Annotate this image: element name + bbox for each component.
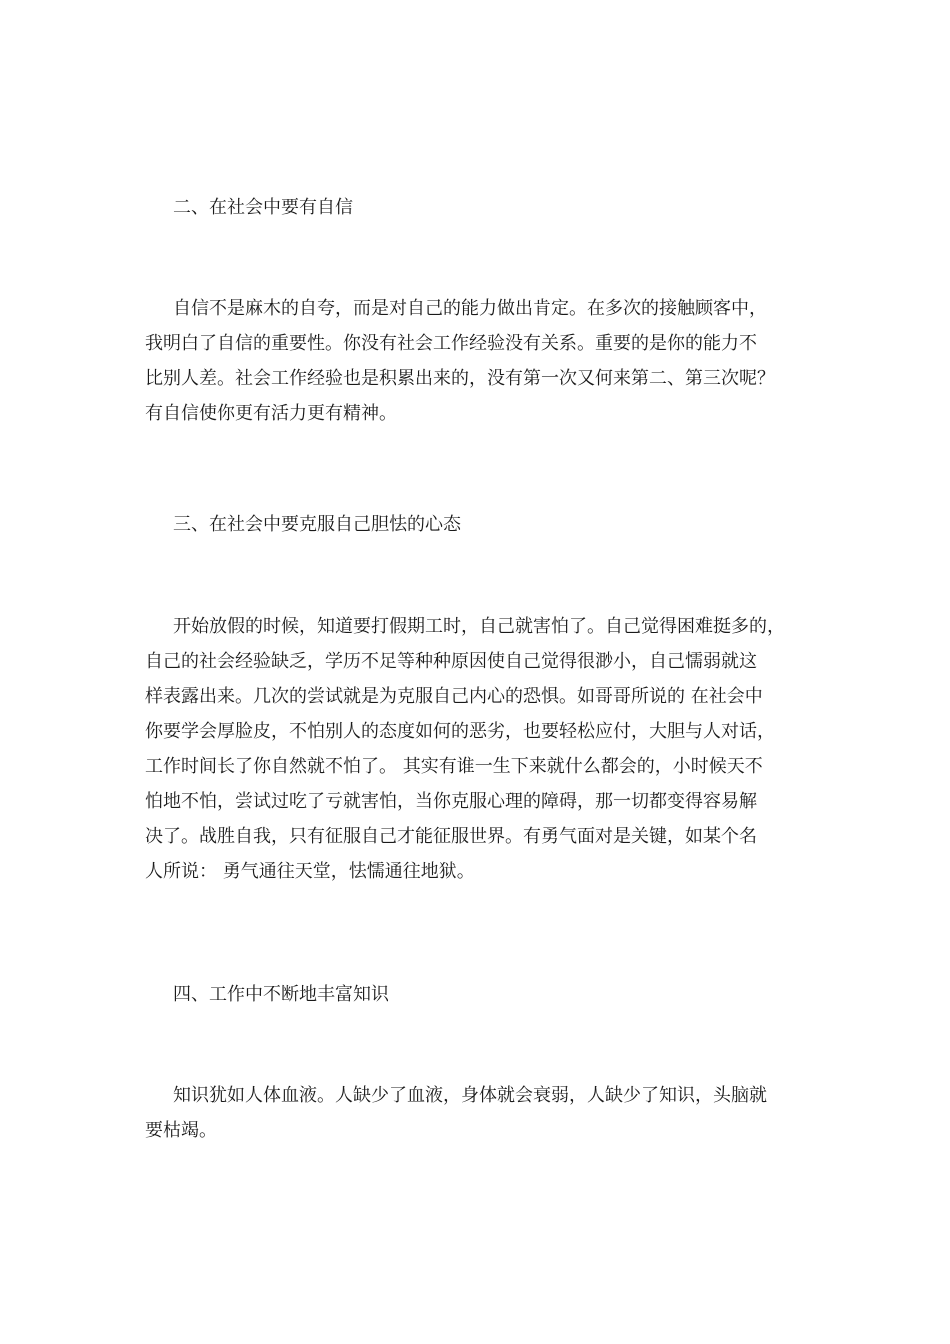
paragraph-knowledge xyxy=(145,1078,767,1148)
paragraph-line: 要枯竭。 xyxy=(145,1120,217,1141)
paragraph-line: 开始放假的时候，知道要打假期工时，自己就害怕了。自己觉得困难挺多的， xyxy=(173,616,785,637)
paragraph-line: 决了。战胜自我，只有征服自己才能征服世界。有勇气面对是关键，如某个名 xyxy=(145,826,757,847)
paragraph-confidence xyxy=(145,291,775,431)
paragraph-line: 比别人差。社会工作经验也是积累出来的，没有第一次又何来第二、第三次呢？ xyxy=(145,368,775,389)
paragraph-line: 自信不是麻木的自夸，而是对自己的能力做出肯定。在多次的接触顾客中， xyxy=(173,298,767,319)
paragraph-overcome-timidity xyxy=(145,609,785,889)
paragraph-line: 样表露出来。几次的尝试就是为克服自己内心的恐惧。如哥哥所说的 在社会中 xyxy=(145,686,763,707)
paragraph-line: 人所说： 勇气通往天堂，怯懦通往地狱。 xyxy=(145,861,475,882)
paragraph-line: 怕地不怕，尝试过吃了亏就害怕，当你克服心理的障碍，那一切都变得容易解 xyxy=(145,791,757,812)
paragraph-line: 工作时间长了你自然就不怕了。 其实有谁一生下来就什么都会的，小时候天不 xyxy=(145,756,763,777)
paragraph-line: 有自信使你更有活力更有精神。 xyxy=(145,403,397,424)
section-heading-confidence: 二、在社会中要有自信 xyxy=(173,197,353,218)
paragraph-line: 自己的社会经验缺乏，学历不足等种种原因使自己觉得很渺小，自己懦弱就这 xyxy=(145,651,757,672)
section-heading-overcome-timidity: 三、在社会中要克服自己胆怯的心态 xyxy=(173,514,461,535)
paragraph-line: 我明白了自信的重要性。你没有社会工作经验没有关系。重要的是你的能力不 xyxy=(145,333,757,354)
section-heading-knowledge: 四、工作中不断地丰富知识 xyxy=(173,984,389,1005)
paragraph-line: 知识犹如人体血液。人缺少了血液，身体就会衰弱，人缺少了知识，头脑就 xyxy=(173,1085,767,1106)
paragraph-line: 你要学会厚脸皮，不怕别人的态度如何的恶劣，也要轻松应付，大胆与人对话， xyxy=(145,721,775,742)
